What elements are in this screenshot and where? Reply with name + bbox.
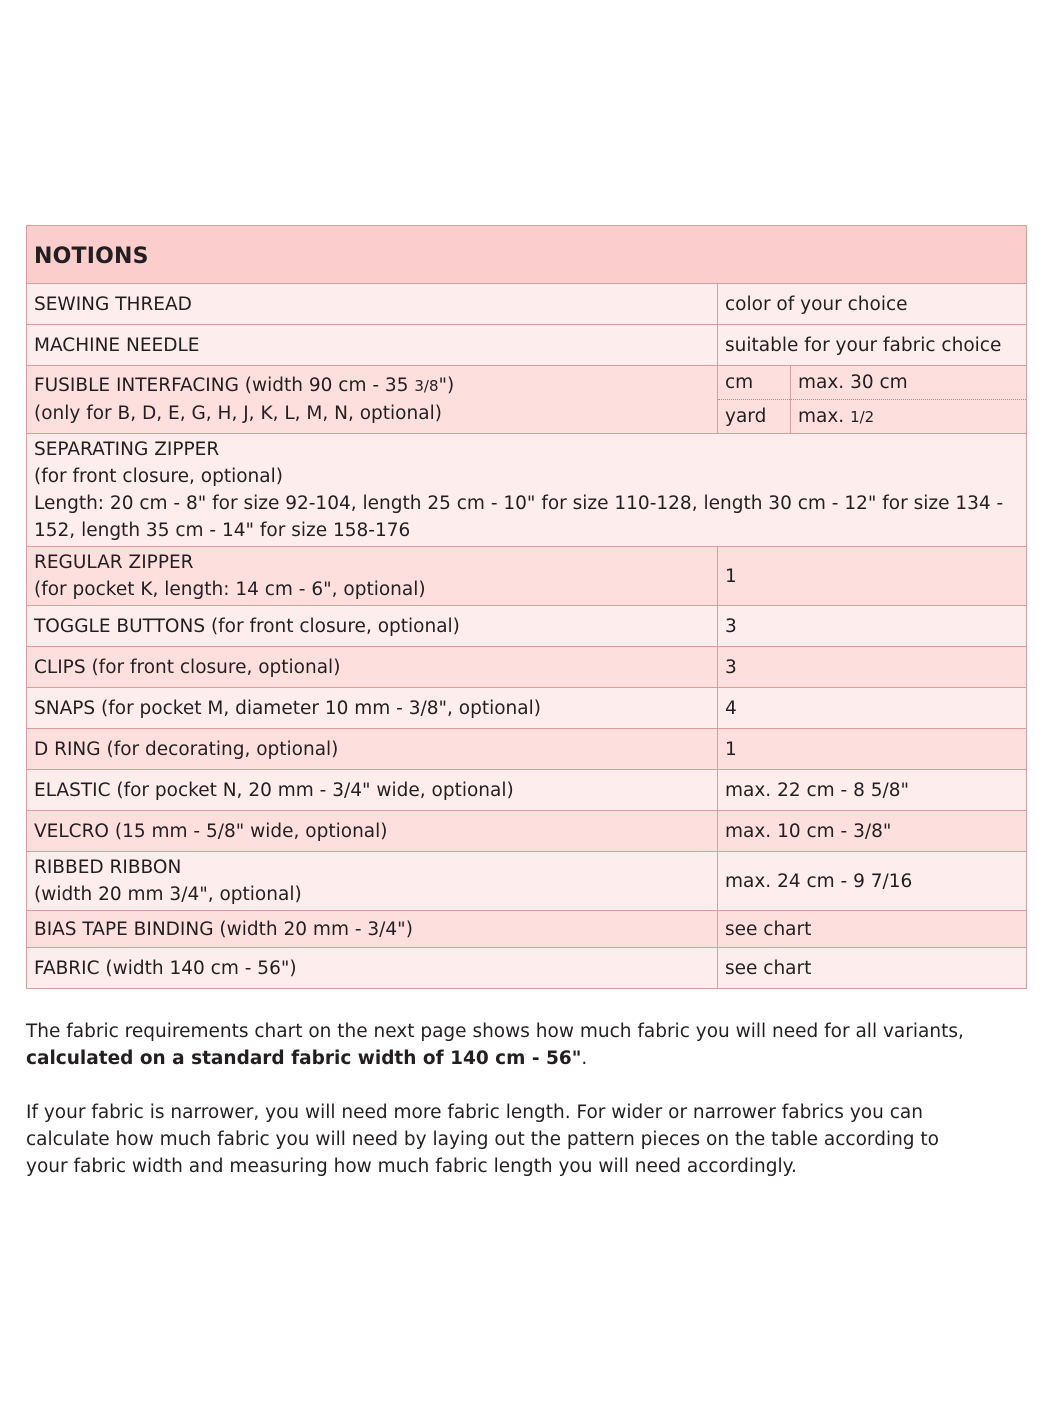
item-cell: MACHINE NEEDLE — [27, 325, 718, 366]
value-cell: see chart — [718, 948, 1027, 989]
note-bold: calculated on a standard fabric width of 140 cm - 56" — [26, 1048, 582, 1069]
table-row — [27, 647, 1027, 688]
table-row — [27, 366, 1027, 434]
item-line: SEPARATING ZIPPER — [34, 439, 220, 460]
item-line: REGULAR ZIPPER — [34, 552, 194, 573]
table-row — [27, 284, 1027, 325]
item-cell: D RING (for decorating, optional) — [27, 729, 718, 770]
item-line: RIBBED RIBBON — [34, 857, 182, 878]
value-yard: max. 1/2 — [798, 405, 875, 427]
note-paragraph: The fabric requirements chart on the next page shows how much fabric you will need for all variants, calculated on a standard fabric width of 140 cm - 56". — [26, 1021, 964, 1069]
value-cm: max. 30 cm — [791, 366, 1027, 400]
table-row — [27, 948, 1027, 989]
unit-yard: yard — [718, 400, 791, 434]
item-line: (width 20 mm 3/4", optional) — [34, 884, 302, 905]
item-cell — [27, 366, 718, 434]
value-cell: suitable for your fabric choice — [718, 325, 1027, 366]
table-row — [27, 434, 1027, 547]
value-cell: 3 — [718, 647, 1027, 688]
value-cell: max. 10 cm - 3/8" — [718, 811, 1027, 852]
item-cell: SEWING THREAD — [27, 284, 718, 325]
item-cell: FABRIC (width 140 cm - 56") — [27, 948, 718, 989]
item-line: FUSIBLE INTERFACING (width 90 cm - 35 3/8") — [34, 375, 455, 396]
table-title: NOTIONS — [27, 226, 1027, 284]
item-cell: SNAPS (for pocket M, diameter 10 mm - 3/8", optional) — [27, 688, 718, 729]
table-row — [27, 911, 1027, 948]
table-row — [27, 688, 1027, 729]
item-cell: VELCRO (15 mm - 5/8" wide, optional) — [27, 811, 718, 852]
item-cell: TOGGLE BUTTONS (for front closure, optional) — [27, 606, 718, 647]
table-row — [27, 811, 1027, 852]
value-cell — [718, 366, 1027, 434]
table-title-row — [27, 226, 1027, 284]
item-line: (for pocket K, length: 14 cm - 6", optional) — [34, 579, 426, 600]
value-cell: 4 — [718, 688, 1027, 729]
table-row — [27, 770, 1027, 811]
table-row — [27, 325, 1027, 366]
table-row — [27, 852, 1027, 911]
item-cell — [27, 852, 718, 911]
notions-table — [26, 225, 1027, 989]
item-cell: CLIPS (for front closure, optional) — [27, 647, 718, 688]
value-cell: max. 22 cm - 8 5/8" — [718, 770, 1027, 811]
item-cell: ELASTIC (for pocket N, 20 mm - 3/4" wide, optional) — [27, 770, 718, 811]
table-row — [27, 729, 1027, 770]
item-line: Length: 20 cm - 8" for size 92-104, length 25 cm - 10" for size 110-128, length 30 cm - 12" for size 134 - 152, length 35 cm - 14" for size 158-176 — [34, 493, 1004, 541]
note-paragraph: If your fabric is narrower, you will need more fabric length. For wider or narrower fabrics you can calculate how much fabric you will need by laying out the pattern pieces on the table according to your fabric width and measuring how much fabric length you will need accordingly. — [26, 1102, 940, 1177]
unit-cm: cm — [718, 366, 791, 400]
notes-section — [26, 1018, 986, 1207]
item-cell: BIAS TAPE BINDING (width 20 mm - 3/4") — [27, 911, 718, 948]
value-cell: 3 — [718, 606, 1027, 647]
unit-subtable — [718, 366, 1026, 433]
value-cell: 1 — [718, 729, 1027, 770]
value-cell: see chart — [718, 911, 1027, 948]
value-cell: color of your choice — [718, 284, 1027, 325]
item-line: (only for B, D, E, G, H, J, K, L, M, N, optional) — [34, 403, 442, 424]
table-row — [27, 606, 1027, 647]
value-cell: 1 — [718, 547, 1027, 606]
value-cell: max. 24 cm - 9 7/16 — [718, 852, 1027, 911]
table-row — [27, 547, 1027, 606]
item-cell-wide — [27, 434, 1027, 547]
item-line: (for front closure, optional) — [34, 466, 283, 487]
item-cell — [27, 547, 718, 606]
